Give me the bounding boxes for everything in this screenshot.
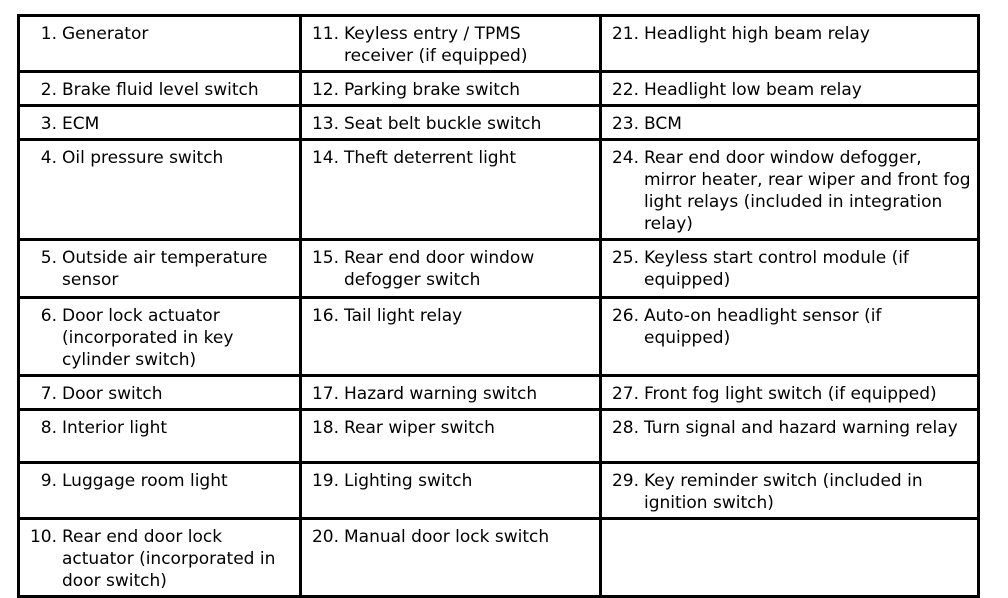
- item-number: 13.: [311, 114, 339, 134]
- table-row: [19, 106, 979, 140]
- item-label: Oil pressure switch: [62, 148, 224, 168]
- item-number: 11.: [311, 24, 339, 44]
- item-number: 1.: [40, 24, 57, 44]
- item-number: 19.: [311, 471, 339, 491]
- table-row: [19, 463, 979, 519]
- item-label: BCM: [644, 114, 682, 134]
- table-cell: [19, 106, 301, 140]
- table-cell: [301, 519, 601, 597]
- table-row: [19, 140, 979, 240]
- table-cell: [301, 410, 601, 463]
- item-label: Rear end door window defogger, mirror heater, rear wiper and front fog light relays (included in integration relay): [644, 148, 971, 234]
- table-cell: [601, 240, 979, 298]
- item-label: Seat belt buckle switch: [344, 114, 542, 134]
- item-label: Luggage room light: [62, 471, 228, 491]
- table-cell: [601, 376, 979, 410]
- table-cell: [601, 16, 979, 72]
- table-cell: [19, 298, 301, 376]
- item-number: 29.: [611, 471, 639, 491]
- item-number: 3.: [40, 114, 57, 134]
- table-cell: [301, 16, 601, 72]
- table-cell: [301, 298, 601, 376]
- table-cell: [601, 72, 979, 106]
- item-number: 7.: [40, 384, 57, 404]
- item-label: Theft deterrent light: [344, 148, 517, 168]
- item-label: Keyless start control module (if equipped): [644, 248, 909, 290]
- item-label: Hazard warning switch: [344, 384, 538, 404]
- table-cell: [19, 140, 301, 240]
- table-cell: [19, 410, 301, 463]
- item-number: 20.: [311, 527, 339, 547]
- item-label: Turn signal and hazard warning relay: [644, 418, 958, 438]
- table-cell: [301, 463, 601, 519]
- item-label: Manual door lock switch: [344, 527, 550, 547]
- item-number: 16.: [311, 306, 339, 326]
- table-cell: [19, 72, 301, 106]
- table-cell: [19, 376, 301, 410]
- item-number: 14.: [311, 148, 339, 168]
- item-label: Rear end door lock actuator (incorporated in door switch): [62, 527, 276, 591]
- table-cell: [301, 72, 601, 106]
- item-label: Headlight high beam relay: [644, 24, 870, 44]
- item-number: 10.: [29, 527, 57, 547]
- item-number: 6.: [40, 306, 57, 326]
- table-row: [19, 72, 979, 106]
- item-label: Door lock actuator (incorporated in key cylinder switch): [62, 306, 234, 370]
- item-label: Auto-on headlight sensor (if equipped): [644, 306, 882, 348]
- item-number: 9.: [40, 471, 57, 491]
- item-number: 5.: [40, 248, 57, 268]
- item-label: Door switch: [62, 384, 163, 404]
- table-cell: [19, 463, 301, 519]
- table-cell: [301, 376, 601, 410]
- table-cell: [601, 298, 979, 376]
- item-number: 18.: [311, 418, 339, 438]
- item-label: Rear end door window defogger switch: [344, 248, 535, 290]
- table-row: [19, 16, 979, 72]
- table-cell: [19, 240, 301, 298]
- table-row: [19, 240, 979, 298]
- item-number: 21.: [611, 24, 639, 44]
- item-number: 23.: [611, 114, 639, 134]
- item-number: 22.: [611, 80, 639, 100]
- item-label: Interior light: [62, 418, 168, 438]
- table-row: [19, 298, 979, 376]
- table-cell: [601, 463, 979, 519]
- item-label: Front fog light switch (if equipped): [644, 384, 937, 404]
- table-cell: [601, 140, 979, 240]
- table-row: [19, 519, 979, 597]
- table-cell: [301, 140, 601, 240]
- item-label: Generator: [62, 24, 149, 44]
- item-number: 27.: [611, 384, 639, 404]
- table-row: [19, 376, 979, 410]
- table-cell: [601, 410, 979, 463]
- item-number: 28.: [611, 418, 639, 438]
- table-cell: [601, 106, 979, 140]
- table-cell: [301, 106, 601, 140]
- item-number: 4.: [40, 148, 57, 168]
- item-label: Keyless entry / TPMS receiver (if equipped): [344, 24, 528, 66]
- table-cell: [301, 240, 601, 298]
- table-row: [19, 410, 979, 463]
- item-number: 15.: [311, 248, 339, 268]
- item-number: 17.: [311, 384, 339, 404]
- item-label: Parking brake switch: [344, 80, 521, 100]
- empty-table-cell: [601, 519, 979, 597]
- item-label: Outside air temperature sensor: [62, 248, 268, 290]
- component-legend-table: [17, 14, 980, 598]
- item-label: Tail light relay: [344, 306, 463, 326]
- item-label: Key reminder switch (included in ignition switch): [644, 471, 923, 513]
- item-number: 12.: [311, 80, 339, 100]
- item-number: 24.: [611, 148, 639, 168]
- item-label: Lighting switch: [344, 471, 473, 491]
- item-label: Rear wiper switch: [344, 418, 495, 438]
- item-number: 26.: [611, 306, 639, 326]
- item-number: 25.: [611, 248, 639, 268]
- item-label: Headlight low beam relay: [644, 80, 862, 100]
- item-number: 2.: [40, 80, 57, 100]
- table-cell: [19, 16, 301, 72]
- item-label: Brake fluid level switch: [62, 80, 259, 100]
- table-cell: [19, 519, 301, 597]
- item-label: ECM: [62, 114, 100, 134]
- item-number: 8.: [40, 418, 57, 438]
